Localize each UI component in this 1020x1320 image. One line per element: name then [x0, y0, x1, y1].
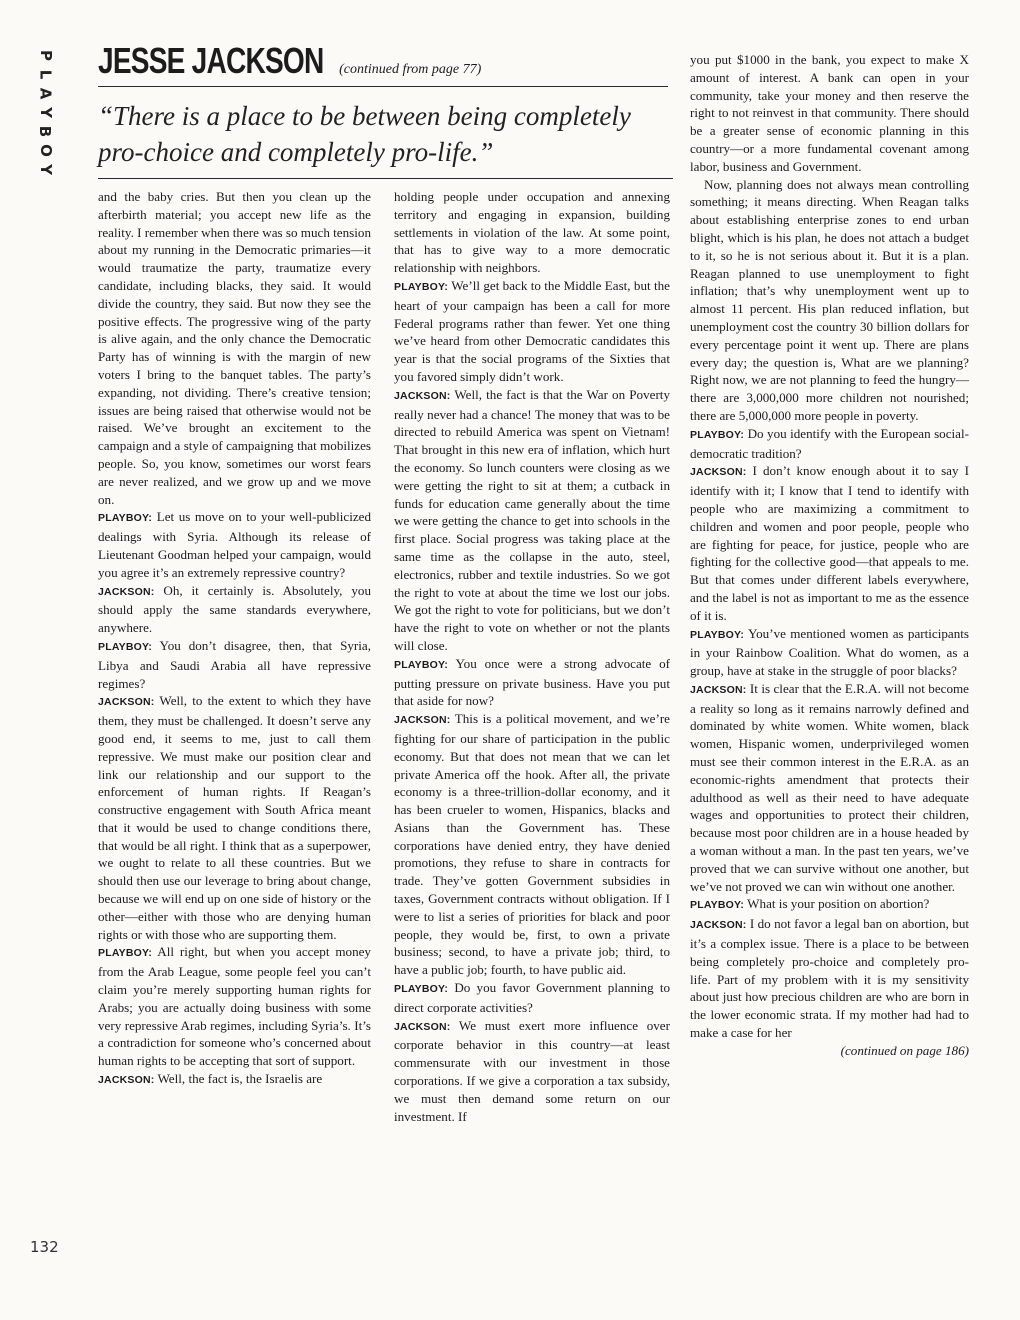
margin-label-letter: P	[36, 50, 55, 61]
paragraph-text: We must exert more influence over corporate behavior in this country—at least commensurate with our investment in those corporations. If we give a corporation a tax subsidy, we must then demand some return on our investment. If	[394, 1017, 670, 1124]
speaker-label: PLAYBOY:	[98, 640, 153, 653]
paragraph-text: Do you identify with the European social-democratic tradition?	[690, 425, 969, 461]
paragraph-text: Oh, it certainly is. Absolutely, you should apply the same standards everywhere, anywhere.	[98, 582, 371, 636]
margin-label-letter: O	[36, 144, 55, 157]
paragraph	[394, 655, 670, 710]
margin-label-letter: A	[36, 87, 55, 100]
paragraph-text: We’ll get back to the Middle East, but the heart of your campaign has been a call for more Federal programs rather than fewer. Yet one thing we’ve heard from other Democratic candidates this year is that the social programs of the Sixties that you favored simply didn’t work.	[394, 277, 670, 384]
speaker-label: PLAYBOY:	[690, 628, 745, 641]
paragraph-text: Do you favor Government planning to direct corporate activities?	[394, 980, 671, 1015]
paragraph	[690, 915, 969, 1042]
paragraph	[394, 386, 670, 655]
paragraph-text: I do not favor a legal ban on abortion, but it’s a complex issue. There is a place to be between being completely pro-choice and completely pro-life. Part of my problem with it is my sensitivity about just how precious children are who are born in the lower economic strata. If my mother had had to make a case for her	[690, 916, 969, 1041]
text-column-2	[394, 188, 670, 1125]
speaker-label: PLAYBOY:	[98, 947, 153, 960]
speaker-label: PLAYBOY:	[690, 428, 745, 441]
speaker-label: PLAYBOY:	[690, 899, 745, 912]
margin-label-letter: Y	[36, 107, 55, 118]
speaker-label: PLAYBOY:	[98, 512, 153, 525]
speaker-label: JACKSON:	[394, 1020, 451, 1033]
article-header	[98, 40, 668, 87]
paragraph-text: Now, planning does not always mean controlling something; it means directing. When Reagan talks about establishing enterprise zones to end urban blight, which is his plan, he does not attach a budget to it, so he is not serious about it. But it is a plan. Reagan planned to use unemployment to fight inflation; that’s why unemployment went up to almost 11 percent. His plan reduced inflation, but unemployment cost the country 30 billion dollars for every percentage point it went up. There are plans every day; the question is, What are we planning? Right now, we are not planning to feed the hungry—there are 3,000,000 more children not nourished; there are 5,000,000 more people in poverty.	[690, 176, 969, 423]
paragraph-text: What is your position on abortion?	[747, 896, 930, 912]
paragraph	[98, 692, 371, 943]
text-column-3	[690, 51, 969, 1060]
paragraph-text: It is clear that the E.R.A. will not become a reality so long as it remains narrowly defined and dominated by white women. White women, black women, Hispanic women, underprivileged women must see their common interest in the E.R.A. as an economic-rights amendment that protects their adulthood as well as their need to have adequate wages and opportunities to protect their children, because most poor children are in a house headed by a woman without a man. In the past ten years, we’ve proved that we can survive without one another, but we’ve not proved we can win without one another.	[690, 680, 969, 894]
paragraph	[394, 188, 670, 277]
paragraph-text: Well, to the extent to which they have them, they must be challenged. It doesn’t serve any good end, it seems to me, just to call them repressive. We must make our position clear and link our relationship and our support to the enforcement of human rights. If Reagan’s constructive engagement with South Africa meant that it would be used to change conditions there, that would be all right. I think that as a superpower, we ought to relate to all these countries. But we should then use our leverage to bring about change, because we will end up on one side of history or the other—either with those who are denying human rights or with those who are supporting them.	[98, 693, 371, 942]
paragraph	[690, 51, 969, 176]
paragraph-text: Well, the fact is that the War on Poverty really never had a chance! The money that was to be directed to rebuild America was spent on Vietnam! That brought in this new era of inflation, which hurt the economy. So lunch counters were closing as we were getting the right to sit at them; a cutback in funds for education came generally about the time we were getting the chance to get into schools in the first place. Social progress was taking place at the same time as the collapse in the auto, steel, electronics, rubber and textile industries. So we got the right to vote at about the time we lost our jobs. We got the right to vote for politicians, but we don’t have the right to vote on whether or not the plants will close.	[394, 386, 670, 653]
paragraph	[98, 582, 371, 637]
speaker-label: PLAYBOY:	[394, 658, 449, 671]
paragraph-text: All right, but when you accept money from the Arab League, some people feel you can’t claim you’re merely supporting human rights for Arabs; you are actually doing business with some very repressive Arab regimes, including Syria’s. It’s a contradiction for someone who’s concerned about human rights to be accepting that sort of support.	[98, 944, 371, 1069]
text-column-1	[98, 188, 371, 1090]
speaker-label: PLAYBOY:	[394, 983, 449, 996]
paragraph	[690, 625, 969, 680]
paragraph	[394, 277, 670, 386]
paragraph-text: I don’t know enough about it to say I identify with it; I know that I tend to identify with people who are maximizing a commitment to children and women and poor people, people who are fighting for peace, for justice, people who are fighting for the collective good—that appeals to me. But that comes under different labels everywhere, and the label is not as important to me as the essence of it is.	[690, 463, 969, 623]
margin-label-letter: Y	[36, 164, 55, 175]
paragraph	[690, 895, 969, 915]
paragraph	[394, 979, 670, 1017]
continued-from-note: (continued from page 77)	[339, 62, 482, 77]
paragraph	[690, 176, 969, 425]
speaker-label: JACKSON:	[98, 1074, 155, 1087]
paragraph-text: You’ve mentioned women as participants in your Rainbow Coalition. What do women, as a group, have at stake in the struggle of poor blacks?	[690, 625, 970, 679]
paragraph	[98, 1070, 371, 1090]
paragraph-text: You don’t disagree, then, that Syria, Libya and Saudi Arabia all have repressive regimes?	[98, 637, 371, 691]
paragraph	[98, 188, 371, 508]
margin-label-letter: L	[36, 69, 55, 80]
paragraph	[98, 508, 371, 581]
paragraph	[394, 1017, 670, 1126]
speaker-label: JACKSON:	[690, 466, 747, 479]
paragraph-text: you put $1000 in the bank, you expect to make X amount of interest. A bank can open in your community, take your money and then reserve the right to not reinvest in that community. There should be a greater sense of economic planning in this country—or a more fundamental covenant among labor, business and Government.	[690, 52, 969, 174]
paragraph	[394, 710, 670, 979]
paragraph-text: This is a political movement, and we’re fighting for our share of participation in the public economy. But that does not mean that we can let private America off the hook. After all, the private economy is a three-trillion-dollar economy, and it has been crueler to women, Hispanics, blacks and Asians than the Government has. These corporations have denied entry, they have denied promotions, they refuse to share in contracts for trade. They’ve gotten Government subsidies in taxes, Government contracts without obligation. If I were to list a series of priorities for black and poor people, they would be, first, to own a private business; second, to have a private job; third, to have a public job; fourth, to have public aid.	[394, 711, 670, 978]
paragraph	[690, 462, 969, 624]
paragraph	[98, 943, 371, 1070]
paragraph-text: Let us move on to your well-publicized dealings with Syria. Although its release of Lieutenant Goodman helped your campaign, would you agree it’s an extremely repressive country?	[98, 509, 371, 580]
paragraph-text: You once were a strong advocate of putting pressure on private business. Have you put that aside for now?	[394, 655, 670, 709]
paragraph	[690, 425, 969, 463]
article-title: JESSE JACKSON	[98, 40, 324, 81]
paragraph	[98, 637, 371, 692]
margin-label-letter: B	[36, 125, 55, 138]
paragraph-text: and the baby cries. But then you clean up the afterbirth material; you accept new life as the reality. I remember when there was so much tension about my running in the Democratic primaries—it would traumatize the party, traumatize every candidate, including blacks, they said. It would divide the country, they said. But now they see the positive effects. The progressive wing of the party is alive again, and the only chance the Democratic Party has of winning is with the margin of new voters I bring to the banquet tables. The party’s expanding, not dividing. There’s creative tension; issues are being raised that otherwise would not be raised. We’ve brought an excitement to the campaign and a style of campaigning that mobilizes people. So, you know, sometimes our worst fears are never realized, and we grow up and we move on.	[98, 189, 371, 507]
page-number: 132	[30, 1238, 59, 1256]
speaker-label: JACKSON:	[394, 714, 451, 727]
speaker-label: PLAYBOY:	[394, 280, 449, 293]
pull-quote: “There is a place to be between being completely pro-choice and completely pro-life.”	[98, 98, 673, 179]
paragraph-text: Well, the fact is, the Israelis are	[157, 1071, 323, 1087]
speaker-label: JACKSON:	[98, 696, 155, 709]
paragraph	[690, 680, 969, 896]
paragraph-text: holding people under occupation and annexing territory and engaging in expansion, building settlements in violation of the law. At some point, that has to give way to a more democratic relationship with neighbors.	[394, 189, 670, 276]
magazine-margin-label	[30, 46, 60, 179]
continued-on-note: (continued on page 186)	[840, 1042, 969, 1058]
speaker-label: JACKSON:	[98, 585, 155, 598]
speaker-label: JACKSON:	[394, 389, 451, 402]
speaker-label: JACKSON:	[690, 683, 747, 696]
speaker-label: JACKSON:	[690, 919, 747, 932]
